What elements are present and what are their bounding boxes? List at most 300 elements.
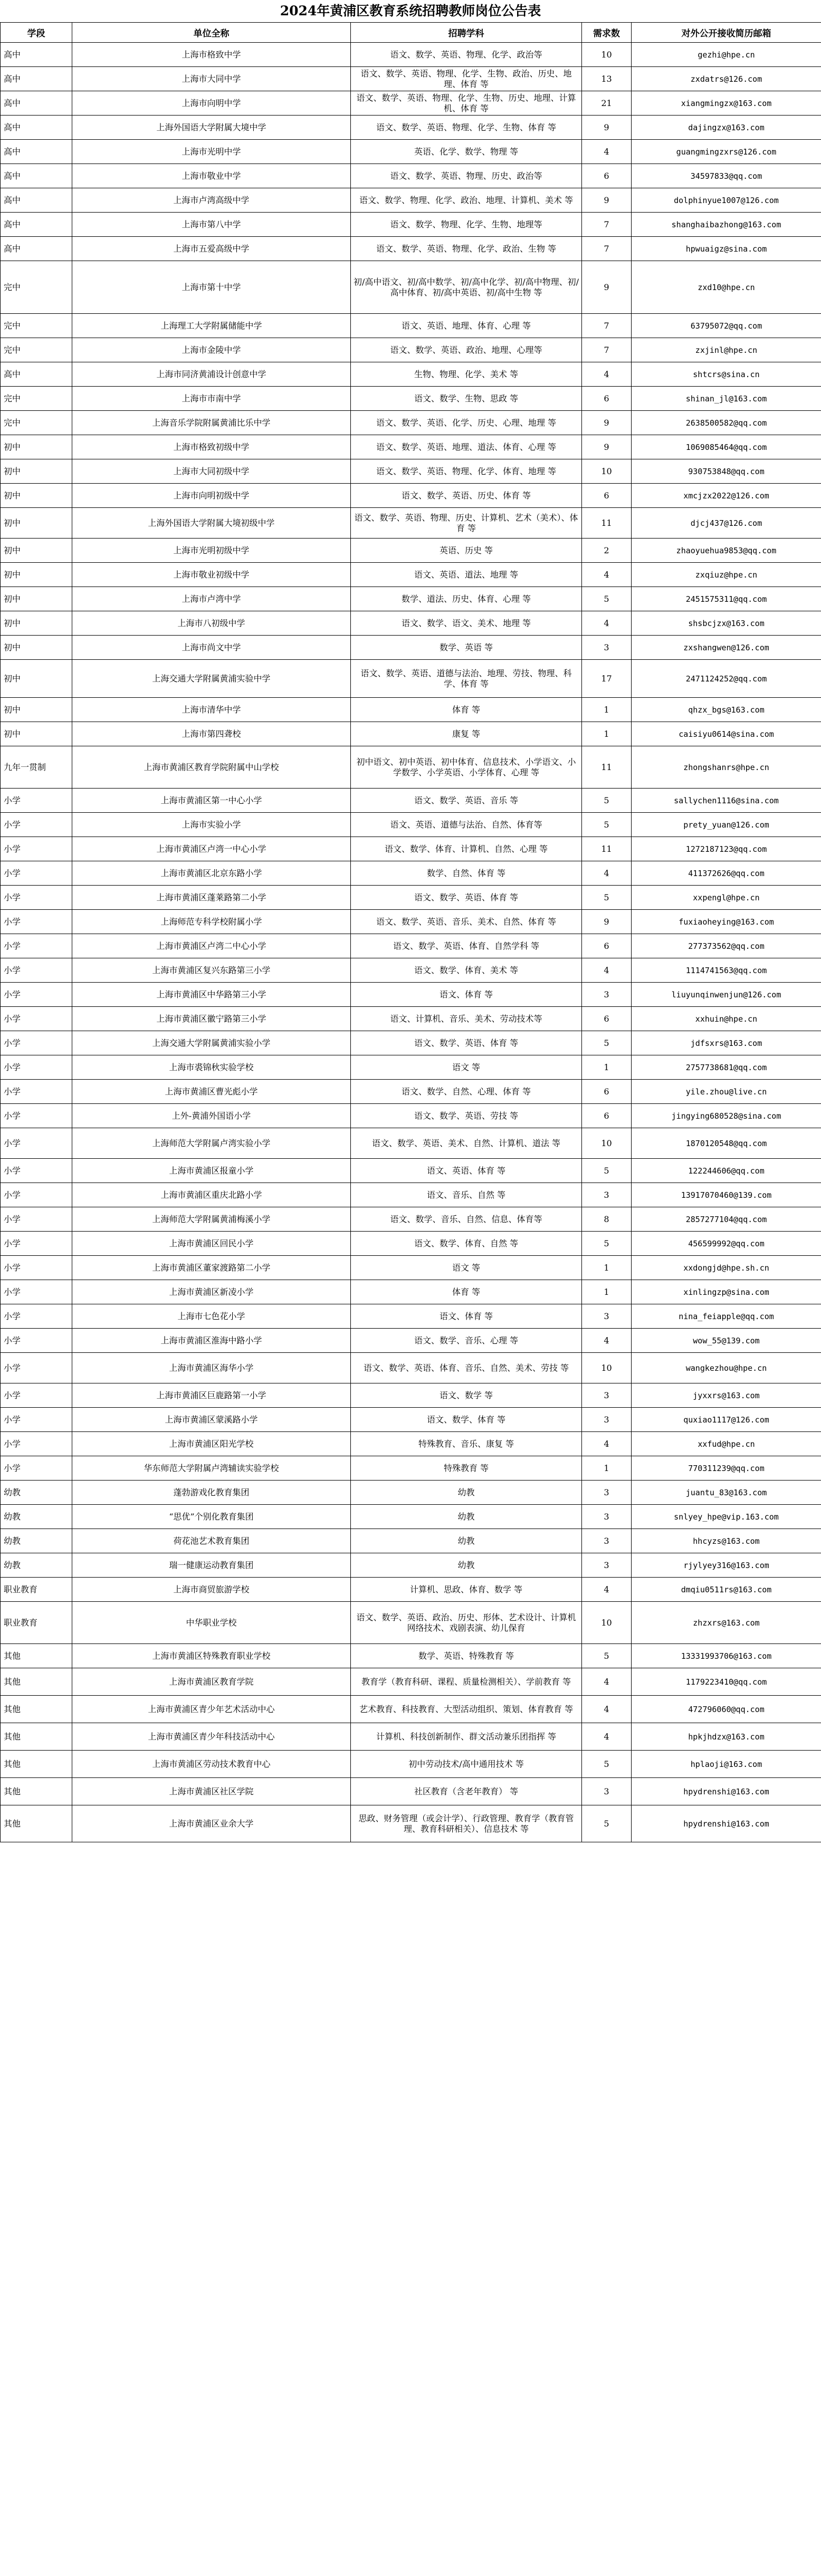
cell-unit: 上海市黄浦区回民小学 xyxy=(72,1232,351,1256)
cell-demand: 5 xyxy=(582,1232,632,1256)
cell-subjects: 语文、数学、英语、体育、自然学科 等 xyxy=(351,934,582,958)
cell-subjects: 语文、数学、英语、化学、历史、心理、地理 等 xyxy=(351,411,582,435)
cell-stage: 其他 xyxy=(1,1696,72,1723)
table-row xyxy=(1,1304,821,1329)
cell-subjects: 体育 等 xyxy=(351,698,582,722)
cell-demand: 11 xyxy=(582,508,632,539)
cell-subjects: 语文、数学、英语、体育、音乐、自然、美术、劳技 等 xyxy=(351,1353,582,1383)
table-row xyxy=(1,1353,821,1383)
cell-unit: 上海市黄浦区教育学院 xyxy=(72,1668,351,1696)
cell-subjects: 语文、英语、道德与法治、自然、体育等 xyxy=(351,813,582,837)
cell-demand: 5 xyxy=(582,1805,632,1842)
cell-stage: 初中 xyxy=(1,563,72,587)
cell-email: xxfud@hpe.cn xyxy=(632,1432,821,1456)
cell-stage: 完中 xyxy=(1,338,72,362)
cell-stage: 高中 xyxy=(1,164,72,188)
cell-stage: 职业教育 xyxy=(1,1602,72,1644)
cell-subjects: 语文、数学、英语、物理、化学、生物、政治、历史、地理、体育 等 xyxy=(351,67,582,91)
cell-subjects: 语文、数学、英语、物理、化学、政治等 xyxy=(351,43,582,67)
cell-unit: 上海市黄浦区中华路第三小学 xyxy=(72,983,351,1007)
table-row xyxy=(1,164,821,188)
cell-demand: 1 xyxy=(582,698,632,722)
cell-unit: 上海市格致中学 xyxy=(72,43,351,67)
cell-subjects: 语文、数学、体育 等 xyxy=(351,1408,582,1432)
page-title: 2024年黄浦区教育系统招聘教师岗位公告表 xyxy=(280,3,541,18)
table-row xyxy=(1,1007,821,1031)
cell-subjects: 计算机、思政、体育、数学 等 xyxy=(351,1578,582,1602)
cell-demand: 5 xyxy=(582,886,632,910)
cell-demand: 1 xyxy=(582,1055,632,1080)
cell-subjects: 语文、数学、英语、音乐 等 xyxy=(351,789,582,813)
cell-email: hpydrenshi@163.com xyxy=(632,1805,821,1842)
cell-stage: 完中 xyxy=(1,261,72,314)
cell-email: gezhi@hpe.cn xyxy=(632,43,821,67)
cell-demand: 4 xyxy=(582,1432,632,1456)
cell-unit: 上海市黄浦区报童小学 xyxy=(72,1159,351,1183)
cell-demand: 11 xyxy=(582,746,632,789)
cell-stage: 其他 xyxy=(1,1723,72,1751)
cell-unit: 上海市八初级中学 xyxy=(72,611,351,636)
cell-demand: 3 xyxy=(582,1408,632,1432)
cell-unit: 瑞一健康运动教育集团 xyxy=(72,1553,351,1578)
table-row xyxy=(1,1668,821,1696)
cell-email: 1069085464@qq.com xyxy=(632,435,821,459)
cell-stage: 其他 xyxy=(1,1805,72,1842)
table-row xyxy=(1,140,821,164)
cell-stage: 小学 xyxy=(1,813,72,837)
cell-stage: 初中 xyxy=(1,508,72,539)
cell-demand: 9 xyxy=(582,188,632,213)
cell-stage: 小学 xyxy=(1,1408,72,1432)
cell-email: hpydrenshi@163.com xyxy=(632,1778,821,1805)
cell-subjects: 语文、数学、英语、体育 等 xyxy=(351,886,582,910)
cell-demand: 5 xyxy=(582,1031,632,1055)
cell-email: wow_55@139.com xyxy=(632,1329,821,1353)
cell-subjects: 语文、计算机、音乐、美术、劳动技术等 xyxy=(351,1007,582,1031)
cell-unit: 上海市卢湾中学 xyxy=(72,587,351,611)
table-row xyxy=(1,910,821,934)
cell-email: dmqiu0511rs@163.com xyxy=(632,1578,821,1602)
cell-stage: 小学 xyxy=(1,1031,72,1055)
cell-demand: 4 xyxy=(582,362,632,387)
cell-stage: 小学 xyxy=(1,934,72,958)
cell-stage: 初中 xyxy=(1,611,72,636)
cell-stage: 小学 xyxy=(1,1055,72,1080)
table-row xyxy=(1,1505,821,1529)
cell-email: zxdatrs@126.com xyxy=(632,67,821,91)
cell-stage: 小学 xyxy=(1,837,72,861)
cell-subjects: 特殊教育、音乐、康复 等 xyxy=(351,1432,582,1456)
cell-unit: 上海市黄浦区社区学院 xyxy=(72,1778,351,1805)
cell-email: shinan_jl@163.com xyxy=(632,387,821,411)
cell-unit: 上海市同济黄浦设计创意中学 xyxy=(72,362,351,387)
table-row xyxy=(1,1183,821,1207)
cell-stage: 小学 xyxy=(1,861,72,886)
cell-email: shsbcjzx@163.com xyxy=(632,611,821,636)
cell-subjects: 幼教 xyxy=(351,1553,582,1578)
cell-unit: 上海市向明初级中学 xyxy=(72,484,351,508)
cell-demand: 4 xyxy=(582,1578,632,1602)
cell-unit: 上海理工大学附属储能中学 xyxy=(72,314,351,338)
table-row xyxy=(1,886,821,910)
cell-subjects: 语文 等 xyxy=(351,1256,582,1280)
table-row xyxy=(1,1128,821,1159)
cell-demand: 2 xyxy=(582,539,632,563)
cell-demand: 21 xyxy=(582,91,632,116)
header-stage: 学段 xyxy=(1,23,72,43)
table-row xyxy=(1,813,821,837)
cell-stage: 小学 xyxy=(1,1080,72,1104)
cell-subjects: 语文、体育 等 xyxy=(351,983,582,1007)
recruitment-table xyxy=(0,22,821,1842)
cell-demand: 4 xyxy=(582,1668,632,1696)
table-row xyxy=(1,837,821,861)
cell-unit: 上海市尚文中学 xyxy=(72,636,351,660)
table-row xyxy=(1,1159,821,1183)
table-row xyxy=(1,1408,821,1432)
cell-demand: 10 xyxy=(582,1602,632,1644)
cell-demand: 10 xyxy=(582,459,632,484)
table-row xyxy=(1,698,821,722)
cell-unit: “思优”个别化教育集团 xyxy=(72,1505,351,1529)
cell-email: 472796060@qq.com xyxy=(632,1696,821,1723)
cell-subjects: 语文、数学、英语、政治、地理、心理等 xyxy=(351,338,582,362)
cell-unit: 上海市商贸旅游学校 xyxy=(72,1578,351,1602)
cell-demand: 3 xyxy=(582,1183,632,1207)
cell-email: jdfsxrs@163.com xyxy=(632,1031,821,1055)
cell-email: zhaoyuehua9853@qq.com xyxy=(632,539,821,563)
cell-email: jyxxrs@163.com xyxy=(632,1383,821,1408)
cell-subjects: 语文、数学、英语、劳技 等 xyxy=(351,1104,582,1128)
table-row xyxy=(1,67,821,91)
cell-unit: 上海市第八中学 xyxy=(72,213,351,237)
cell-unit: 上海音乐学院附属黄浦比乐中学 xyxy=(72,411,351,435)
cell-unit: 上海市黄浦区卢湾一中心小学 xyxy=(72,837,351,861)
cell-stage: 职业教育 xyxy=(1,1578,72,1602)
cell-email: 411372626@qq.com xyxy=(632,861,821,886)
cell-demand: 3 xyxy=(582,1304,632,1329)
cell-unit: 上海市七色花小学 xyxy=(72,1304,351,1329)
cell-stage: 初中 xyxy=(1,435,72,459)
cell-unit: 上海师范专科学校附属小学 xyxy=(72,910,351,934)
cell-unit: 上海市裘锦秋实验学校 xyxy=(72,1055,351,1080)
cell-email: nina_feiapple@qq.com xyxy=(632,1304,821,1329)
cell-subjects: 计算机、科技创新制作、群文活动兼乐团指挥 等 xyxy=(351,1723,582,1751)
table-row xyxy=(1,563,821,587)
table-row xyxy=(1,508,821,539)
cell-demand: 5 xyxy=(582,587,632,611)
cell-stage: 小学 xyxy=(1,1128,72,1159)
cell-email: djcj437@126.com xyxy=(632,508,821,539)
cell-unit: 上海交通大学附属黄浦实验小学 xyxy=(72,1031,351,1055)
cell-subjects: 数学、自然、体育 等 xyxy=(351,861,582,886)
cell-demand: 3 xyxy=(582,1778,632,1805)
cell-email: 456599992@qq.com xyxy=(632,1232,821,1256)
cell-email: xxpengl@hpe.cn xyxy=(632,886,821,910)
cell-demand: 7 xyxy=(582,338,632,362)
cell-email: 2638500582@qq.com xyxy=(632,411,821,435)
table-row xyxy=(1,362,821,387)
cell-email: 122244606@qq.com xyxy=(632,1159,821,1183)
cell-unit: 上海市大同初级中学 xyxy=(72,459,351,484)
cell-subjects: 语文、数学、英语、物理、历史、计算机、艺术（美术）、体育 等 xyxy=(351,508,582,539)
cell-stage: 其他 xyxy=(1,1778,72,1805)
cell-demand: 3 xyxy=(582,636,632,660)
table-row xyxy=(1,636,821,660)
cell-email: xiangmingzx@163.com xyxy=(632,91,821,116)
cell-demand: 7 xyxy=(582,314,632,338)
table-row xyxy=(1,435,821,459)
cell-subjects: 语文、数学、英语、历史、体育 等 xyxy=(351,484,582,508)
cell-demand: 5 xyxy=(582,1751,632,1778)
header-demand: 需求数 xyxy=(582,23,632,43)
table-row xyxy=(1,1602,821,1644)
cell-subjects: 数学、道法、历史、体育、心理 等 xyxy=(351,587,582,611)
cell-subjects: 语文、英语、地理、体育、心理 等 xyxy=(351,314,582,338)
cell-demand: 6 xyxy=(582,1104,632,1128)
cell-stage: 小学 xyxy=(1,1104,72,1128)
cell-stage: 初中 xyxy=(1,459,72,484)
cell-email: qhzx_bgs@163.com xyxy=(632,698,821,722)
header-row xyxy=(1,23,821,43)
table-row xyxy=(1,587,821,611)
cell-email: 2451575311@qq.com xyxy=(632,587,821,611)
cell-unit: 上海市黄浦区重庆北路小学 xyxy=(72,1183,351,1207)
table-row xyxy=(1,1432,821,1456)
table-row xyxy=(1,1481,821,1505)
cell-email: dolphinyue1007@126.com xyxy=(632,188,821,213)
cell-subjects: 语文、数学、音乐、心理 等 xyxy=(351,1329,582,1353)
cell-demand: 5 xyxy=(582,1159,632,1183)
table-row xyxy=(1,237,821,261)
cell-stage: 初中 xyxy=(1,636,72,660)
table-row xyxy=(1,1080,821,1104)
table-row xyxy=(1,1031,821,1055)
table-row xyxy=(1,1778,821,1805)
cell-unit: 上海市黄浦区特殊教育职业学校 xyxy=(72,1644,351,1668)
cell-stage: 其他 xyxy=(1,1644,72,1668)
cell-unit: 蓬勃游戏化教育集团 xyxy=(72,1481,351,1505)
table-row xyxy=(1,1696,821,1723)
cell-demand: 1 xyxy=(582,722,632,746)
cell-stage: 高中 xyxy=(1,362,72,387)
cell-subjects: 初中语文、初中英语、初中体育、信息技术、小学语文、小学数学、小学英语、小学体育、心理 等 xyxy=(351,746,582,789)
cell-email: 930753848@qq.com xyxy=(632,459,821,484)
cell-demand: 4 xyxy=(582,1723,632,1751)
table-row xyxy=(1,1578,821,1602)
cell-stage: 小学 xyxy=(1,1159,72,1183)
cell-unit: 上海外国语大学附属大境中学 xyxy=(72,116,351,140)
cell-stage: 高中 xyxy=(1,188,72,213)
cell-demand: 3 xyxy=(582,1383,632,1408)
cell-unit: 上海市黄浦区曹光彪小学 xyxy=(72,1080,351,1104)
table-row xyxy=(1,1055,821,1080)
cell-demand: 1 xyxy=(582,1280,632,1304)
cell-unit: 上海市第十中学 xyxy=(72,261,351,314)
cell-stage: 初中 xyxy=(1,587,72,611)
cell-subjects: 语文、数学、体育、美术 等 xyxy=(351,958,582,983)
cell-email: zxqiuz@hpe.cn xyxy=(632,563,821,587)
cell-email: quxiao1117@126.com xyxy=(632,1408,821,1432)
cell-demand: 9 xyxy=(582,435,632,459)
cell-demand: 6 xyxy=(582,1080,632,1104)
cell-email: shanghaibazhong@163.com xyxy=(632,213,821,237)
cell-stage: 小学 xyxy=(1,1304,72,1329)
cell-stage: 小学 xyxy=(1,1256,72,1280)
cell-unit: 上海市实验小学 xyxy=(72,813,351,837)
cell-email: 13331993706@163.com xyxy=(632,1644,821,1668)
table-row xyxy=(1,188,821,213)
cell-unit: 中华职业学校 xyxy=(72,1602,351,1644)
cell-email: rjylyey316@163.com xyxy=(632,1553,821,1578)
cell-stage: 小学 xyxy=(1,886,72,910)
table-row xyxy=(1,1723,821,1751)
cell-email: guangmingzxrs@126.com xyxy=(632,140,821,164)
table-row xyxy=(1,459,821,484)
cell-demand: 6 xyxy=(582,934,632,958)
cell-email: sallychen1116@sina.com xyxy=(632,789,821,813)
cell-subjects: 康复 等 xyxy=(351,722,582,746)
cell-subjects: 语文、数学、英语、物理、化学、政治、生物 等 xyxy=(351,237,582,261)
cell-unit: 上海市向明中学 xyxy=(72,91,351,116)
cell-email: 2757738681@qq.com xyxy=(632,1055,821,1080)
cell-demand: 3 xyxy=(582,983,632,1007)
cell-stage: 幼教 xyxy=(1,1505,72,1529)
cell-email: caisiyu0614@sina.com xyxy=(632,722,821,746)
cell-email: zxd10@hpe.cn xyxy=(632,261,821,314)
cell-email: hpwuaigz@sina.com xyxy=(632,237,821,261)
cell-subjects: 语文、数学、英语、体育 等 xyxy=(351,1031,582,1055)
cell-email: xinlingzp@sina.com xyxy=(632,1280,821,1304)
cell-subjects: 思政、财务管理（或会计学）、行政管理、教育学（教育管理、教育科研相关）、信息技术 等 xyxy=(351,1805,582,1842)
cell-unit: 华东师范大学附属卢湾辅读实验学校 xyxy=(72,1456,351,1481)
table-row xyxy=(1,1329,821,1353)
cell-demand: 4 xyxy=(582,861,632,886)
cell-unit: 上海市市南中学 xyxy=(72,387,351,411)
table-header xyxy=(1,23,821,43)
table-row xyxy=(1,411,821,435)
cell-demand: 9 xyxy=(582,411,632,435)
cell-unit: 上海市第四聋校 xyxy=(72,722,351,746)
cell-subjects: 体育 等 xyxy=(351,1280,582,1304)
table-row xyxy=(1,1104,821,1128)
cell-unit: 上海市黄浦区蒙溪路小学 xyxy=(72,1408,351,1432)
table-row xyxy=(1,1644,821,1668)
cell-email: 277373562@qq.com xyxy=(632,934,821,958)
cell-email: hplaoji@163.com xyxy=(632,1751,821,1778)
table-row xyxy=(1,43,821,67)
table-row xyxy=(1,338,821,362)
cell-email: 1870120548@qq.com xyxy=(632,1128,821,1159)
cell-stage: 完中 xyxy=(1,314,72,338)
header-subjects: 招聘学科 xyxy=(351,23,582,43)
cell-email: 34597833@qq.com xyxy=(632,164,821,188)
cell-email: 2471124252@qq.com xyxy=(632,660,821,698)
cell-subjects: 幼教 xyxy=(351,1505,582,1529)
cell-email: dajingzx@163.com xyxy=(632,116,821,140)
table-row xyxy=(1,934,821,958)
cell-unit: 上海市黄浦区业余大学 xyxy=(72,1805,351,1842)
cell-demand: 1 xyxy=(582,1456,632,1481)
cell-unit: 上海市光明中学 xyxy=(72,140,351,164)
cell-stage: 其他 xyxy=(1,1668,72,1696)
cell-stage: 九年一贯制 xyxy=(1,746,72,789)
cell-subjects: 语文、数学 等 xyxy=(351,1383,582,1408)
cell-demand: 7 xyxy=(582,237,632,261)
table-row xyxy=(1,539,821,563)
table-row xyxy=(1,611,821,636)
cell-demand: 3 xyxy=(582,1481,632,1505)
cell-unit: 上海市黄浦区卢湾二中心小学 xyxy=(72,934,351,958)
cell-stage: 小学 xyxy=(1,910,72,934)
cell-unit: 上海市清华中学 xyxy=(72,698,351,722)
cell-stage: 小学 xyxy=(1,1007,72,1031)
cell-demand: 3 xyxy=(582,1505,632,1529)
cell-subjects: 语文、数学、英语、物理、化学、体育、地理 等 xyxy=(351,459,582,484)
cell-stage: 幼教 xyxy=(1,1481,72,1505)
table-row xyxy=(1,484,821,508)
table-row xyxy=(1,958,821,983)
cell-subjects: 数学、英语 等 xyxy=(351,636,582,660)
cell-email: xmcjzx2022@126.com xyxy=(632,484,821,508)
cell-stage: 小学 xyxy=(1,958,72,983)
cell-subjects: 语文、数学、英语、地理、道法、体育、心理 等 xyxy=(351,435,582,459)
cell-stage: 小学 xyxy=(1,1280,72,1304)
table-row xyxy=(1,789,821,813)
cell-subjects: 初/高中语文、初/高中数学、初/高中化学、初/高中物理、初/高中体育、初/高中英语、初/高中生物 等 xyxy=(351,261,582,314)
cell-demand: 10 xyxy=(582,1128,632,1159)
cell-stage: 高中 xyxy=(1,140,72,164)
cell-email: zhongshanrs@hpe.cn xyxy=(632,746,821,789)
table-row xyxy=(1,1207,821,1232)
cell-email: yile.zhou@live.cn xyxy=(632,1080,821,1104)
table-row xyxy=(1,314,821,338)
cell-subjects: 语文、数学、自然、心理、体育 等 xyxy=(351,1080,582,1104)
cell-subjects: 语文、数学、体育、自然 等 xyxy=(351,1232,582,1256)
cell-email: 1179223410@qq.com xyxy=(632,1668,821,1696)
table-row xyxy=(1,1553,821,1578)
cell-unit: 上海市敬业初级中学 xyxy=(72,563,351,587)
table-row xyxy=(1,1256,821,1280)
cell-subjects: 英语、化学、数学、物理 等 xyxy=(351,140,582,164)
cell-unit: 上海市黄浦区淮海中路小学 xyxy=(72,1329,351,1353)
cell-subjects: 幼教 xyxy=(351,1481,582,1505)
cell-email: fuxiaoheying@163.com xyxy=(632,910,821,934)
cell-unit: 上海市黄浦区巨鹿路第一小学 xyxy=(72,1383,351,1408)
cell-demand: 6 xyxy=(582,484,632,508)
table-row xyxy=(1,261,821,314)
cell-unit: 上海市黄浦区青少年科技活动中心 xyxy=(72,1723,351,1751)
cell-stage: 小学 xyxy=(1,1232,72,1256)
cell-subjects: 语文、数学、物理、化学、生物、地理等 xyxy=(351,213,582,237)
cell-unit: 上海交通大学附属黄浦实验中学 xyxy=(72,660,351,698)
cell-unit: 上海市黄浦区蓬莱路第二小学 xyxy=(72,886,351,910)
cell-subjects: 生物、物理、化学、美术 等 xyxy=(351,362,582,387)
table-row xyxy=(1,861,821,886)
cell-stage: 高中 xyxy=(1,91,72,116)
cell-demand: 8 xyxy=(582,1207,632,1232)
cell-subjects: 幼教 xyxy=(351,1529,582,1553)
cell-demand: 11 xyxy=(582,837,632,861)
cell-subjects: 语文、数学、英语、物理、化学、生物、体育 等 xyxy=(351,116,582,140)
cell-demand: 17 xyxy=(582,660,632,698)
cell-subjects: 语文、数学、英语、音乐、美术、自然、体育 等 xyxy=(351,910,582,934)
cell-email: zxshangwen@126.com xyxy=(632,636,821,660)
header-email: 对外公开接收简历邮箱 xyxy=(632,23,821,43)
cell-stage: 初中 xyxy=(1,722,72,746)
cell-demand: 5 xyxy=(582,1644,632,1668)
cell-unit: 上海市黄浦区海华小学 xyxy=(72,1353,351,1383)
